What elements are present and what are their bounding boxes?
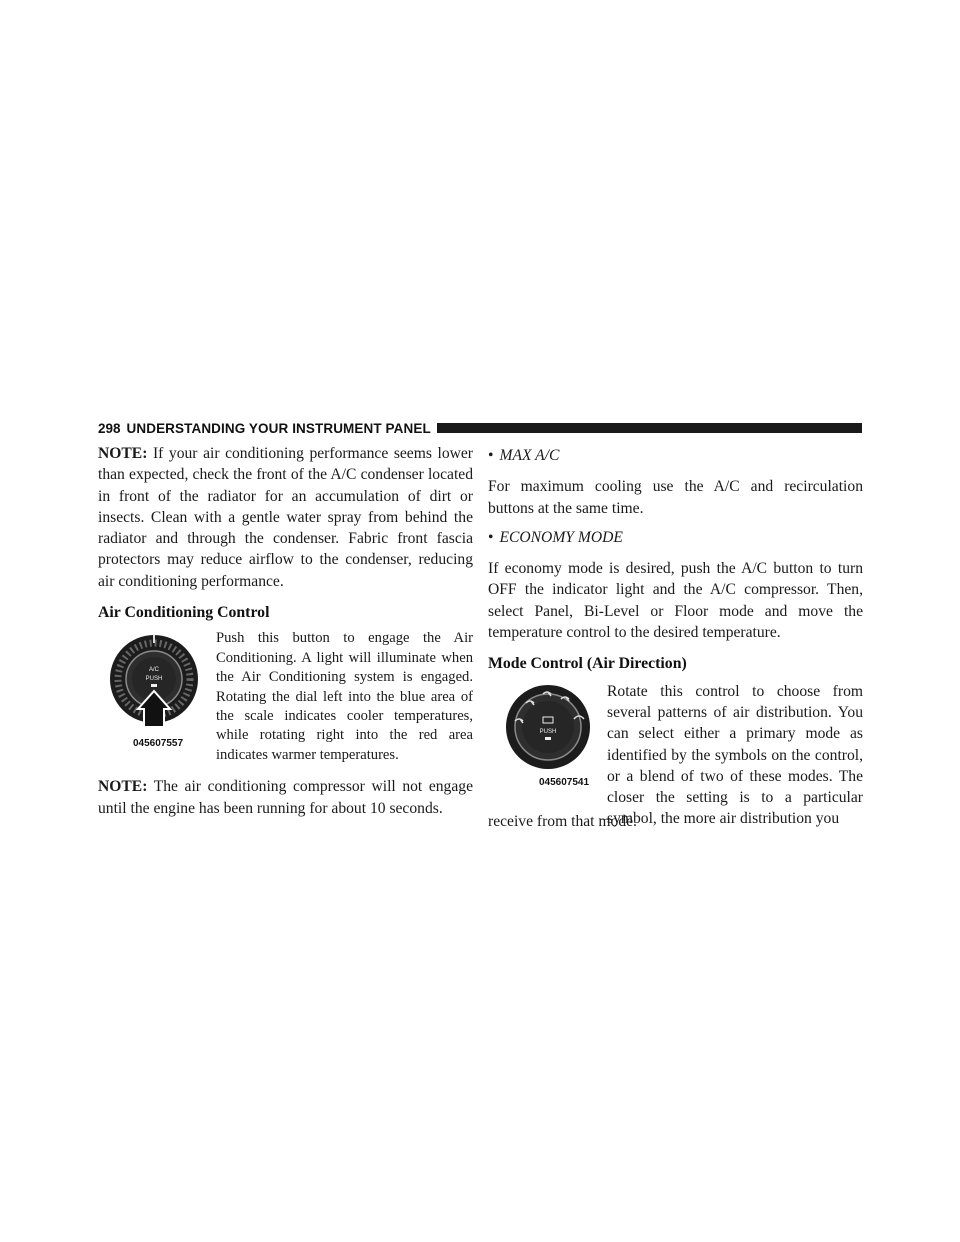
page-header	[98, 419, 862, 437]
note-paragraph	[98, 443, 473, 592]
note-text: The air conditioning compressor will not engage until the engine has been running for about 10 seconds.	[98, 778, 473, 817]
bullet-label: ECONOMY MODE	[499, 528, 623, 546]
ac-dial-figure	[108, 629, 208, 749]
mode-dial-figure	[498, 681, 598, 793]
bullet-max-ac: • MAX A/C	[488, 447, 560, 464]
mode-control-description: Rotate this control to choose from several patterns of air distribution. You can select either a primary mode as identified by the symbols on the control, or a blend of two of these modes. The closer the setting is to a particular symbol, the more air distribution you	[607, 682, 863, 828]
right-column	[488, 443, 863, 840]
ac-control-figure-block	[98, 629, 473, 766]
left-column	[98, 443, 473, 827]
mode-control-heading: Mode Control (Air Direction)	[488, 655, 687, 673]
max-ac-paragraph: For maximum cooling use the A/C and recirculation buttons at the same time.	[488, 478, 863, 517]
section-title: UNDERSTANDING YOUR INSTRUMENT PANEL	[126, 420, 431, 436]
ac-control-heading: Air Conditioning Control	[98, 604, 270, 622]
figure-caption: 045607541	[538, 776, 590, 788]
ac-dial-label-bottom: PUSH	[145, 676, 163, 683]
bullet-label: MAX A/C	[499, 447, 560, 464]
page-number: 298	[98, 420, 121, 436]
economy-mode-paragraph: If economy mode is desired, push the A/C button to turn OFF the indicator light and the A/C compressor. Then, select Panel, Bi-Level or Floor mode and move the temperature control to the desired temperature.	[488, 560, 863, 642]
bullet-economy-mode: • ECONOMY MODE	[488, 528, 623, 546]
note-label: NOTE:	[98, 778, 148, 796]
header-rule	[437, 423, 862, 433]
ac-control-description: Push this button to engage the Air Conditioning. A light will illuminate when the Air Conditioning system is engaged. Rotating the dial left into the blue area of the scale indicates cooler temperatures, while rotating right into the red area indicates warmer temperatures.	[216, 630, 473, 763]
note-paragraph	[98, 776, 473, 819]
figure-caption: 045607557	[132, 738, 184, 750]
note-label: NOTE:	[98, 445, 148, 462]
note-text: If your air conditioning performance seems lower than expected, check the front of the A/C condenser located in front of the radiator for an accumulation of dirt or insects. Clean with a gentle water spray from behind the radiator and through the condenser. Fabric front fascia protectors may reduce airflow to the condenser, reducing air conditioning performance.	[98, 445, 473, 590]
mode-control-description-end: receive from that mode.	[488, 812, 637, 830]
ac-dial-label-top: A/C	[148, 667, 160, 674]
mode-dial-label: PUSH	[539, 728, 557, 735]
